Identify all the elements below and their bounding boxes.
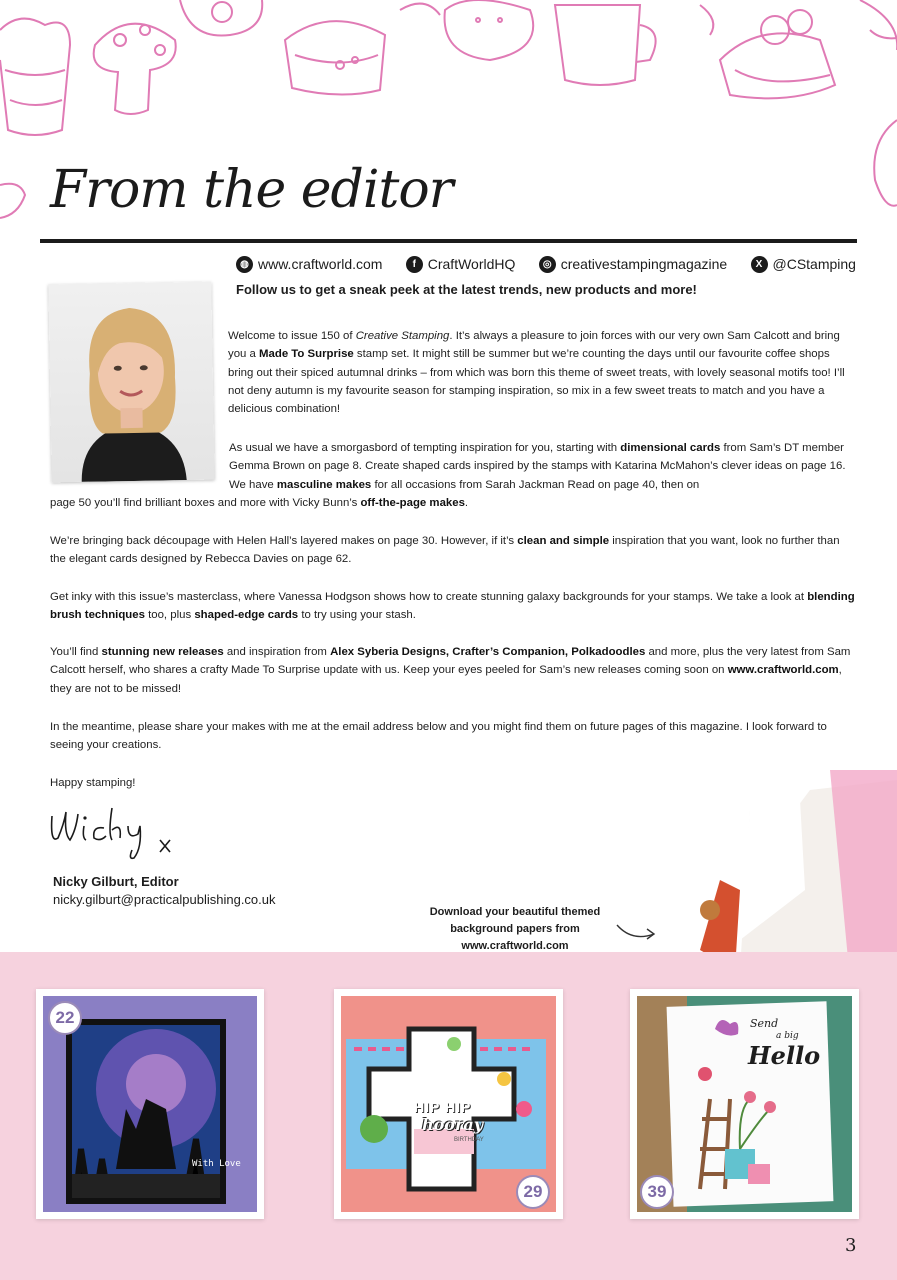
page-badge-22: 22 (48, 1001, 82, 1035)
facebook-icon: f (406, 256, 423, 273)
editor-photo (48, 282, 214, 483)
page-title: From the editor (50, 160, 453, 220)
closing-line: Happy stamping! (50, 777, 136, 789)
website-link[interactable] (236, 256, 382, 273)
page-badge-39: 39 (640, 1175, 674, 1209)
card-29-text-b: hooray (422, 1115, 484, 1134)
editor-email[interactable]: nicky.gilburt@practicalpublishing.co.uk (53, 892, 276, 907)
instagram-label: creativestampingmagazine (560, 256, 728, 272)
intro-paragraph: Welcome to issue 150 of Creative Stamping. It’s always a pleasure to join forces with our very own Sam Calcott and bring you a Made To Surprise stamp set. It might still be summer but we’re counting the days until our favourite coffee shops bring out their spiced autumnal drinks – from which was born this theme of sweet treats, with lovely seasonal motifs too! I’ll not deny autumn is my favourite season for stamping inspiration, so mix in a few sweet treats to match and you have a delicious combination! (228, 330, 845, 416)
x-link[interactable] (751, 256, 856, 273)
paragraph-three: We’re bringing back découpage with Helen Hall’s layered makes on page 30. However, if it’s clean and simple inspiration that you want, look no further than the elegant cards designed by Rebecca Davies on page 62. (50, 535, 840, 566)
project-card-29[interactable] (334, 989, 563, 1219)
download-callout (420, 904, 610, 955)
facebook-link[interactable] (406, 256, 516, 273)
website-label: www.craftworld.com (258, 256, 383, 272)
card-39-text-c: Hello (748, 1041, 821, 1070)
editor-signature (48, 804, 188, 869)
instagram-icon: ◎ (539, 256, 556, 273)
card-22-text: With Love (192, 1159, 241, 1169)
paragraph-six: In the meantime, please share your makes with me at the email address below and you might find them on future pages of this magazine. I look forward to seeing your creations. (50, 721, 827, 752)
card-29-text-c: BIRTHDAY (454, 1137, 484, 1143)
paragraph-four: Get inky with this issue’s masterclass, where Vanessa Hodgson shows how to create stunning galaxy backgrounds for your stamps. We take a look at blending brush techniques too, plus shaped-edge cards to try using your stash. (50, 591, 855, 622)
card-39-text-a: Send (750, 1017, 779, 1030)
follow-tagline: Follow us to get a sneak peek at the latest trends, new products and more! (236, 282, 697, 297)
download-url[interactable]: www.craftworld.com (461, 940, 569, 952)
globe-icon: ◍ (236, 256, 253, 273)
card-29-text-a: HIP HIP (414, 1099, 472, 1115)
paragraph-two: As usual we have a smorgasbord of tempting inspiration for you, starting with dimensional cards from Sam’s DT member Gemma Brown on page 8. Create shaped cards inspired by the stamps with Katarina McMahon’s clever ideas on page 16. We have masculine makes for all occasions from Sarah Jackman Read on page 40, then on (229, 442, 846, 491)
project-card-22[interactable] (36, 989, 264, 1219)
page-number: 3 (845, 1235, 857, 1256)
facebook-label: CraftWorldHQ (427, 256, 516, 272)
x-label: @CStamping (772, 256, 856, 272)
title-divider (40, 239, 857, 243)
card-39-text-b: a big (776, 1031, 799, 1041)
download-text: Download your beautiful themed background papers from (429, 906, 601, 935)
background-papers-preview (680, 770, 897, 980)
project-card-39[interactable] (630, 989, 859, 1219)
curved-arrow-icon (614, 920, 659, 945)
paragraph-five: You’ll find stunning new releases and inspiration from Alex Syberia Designs, Crafter’s Companion, Polkadoodles and more, plus the very latest from Sam Calcott herself, who shares a crafty Made To Surprise update with us. Keep your eyes peeled for Sam’s new releases coming soon on www.craftworld.com, they are not to be missed! (50, 646, 851, 695)
social-links (236, 253, 856, 275)
page-badge-29: 29 (516, 1175, 550, 1209)
paragraph-two-end: page 50 you’ll find brilliant boxes and more with Vicky Bunn’s off-the-page makes. (50, 497, 469, 509)
editor-name: Nicky Gilburt, Editor (53, 874, 179, 889)
x-icon: X (751, 256, 768, 273)
instagram-link[interactable] (539, 256, 728, 273)
